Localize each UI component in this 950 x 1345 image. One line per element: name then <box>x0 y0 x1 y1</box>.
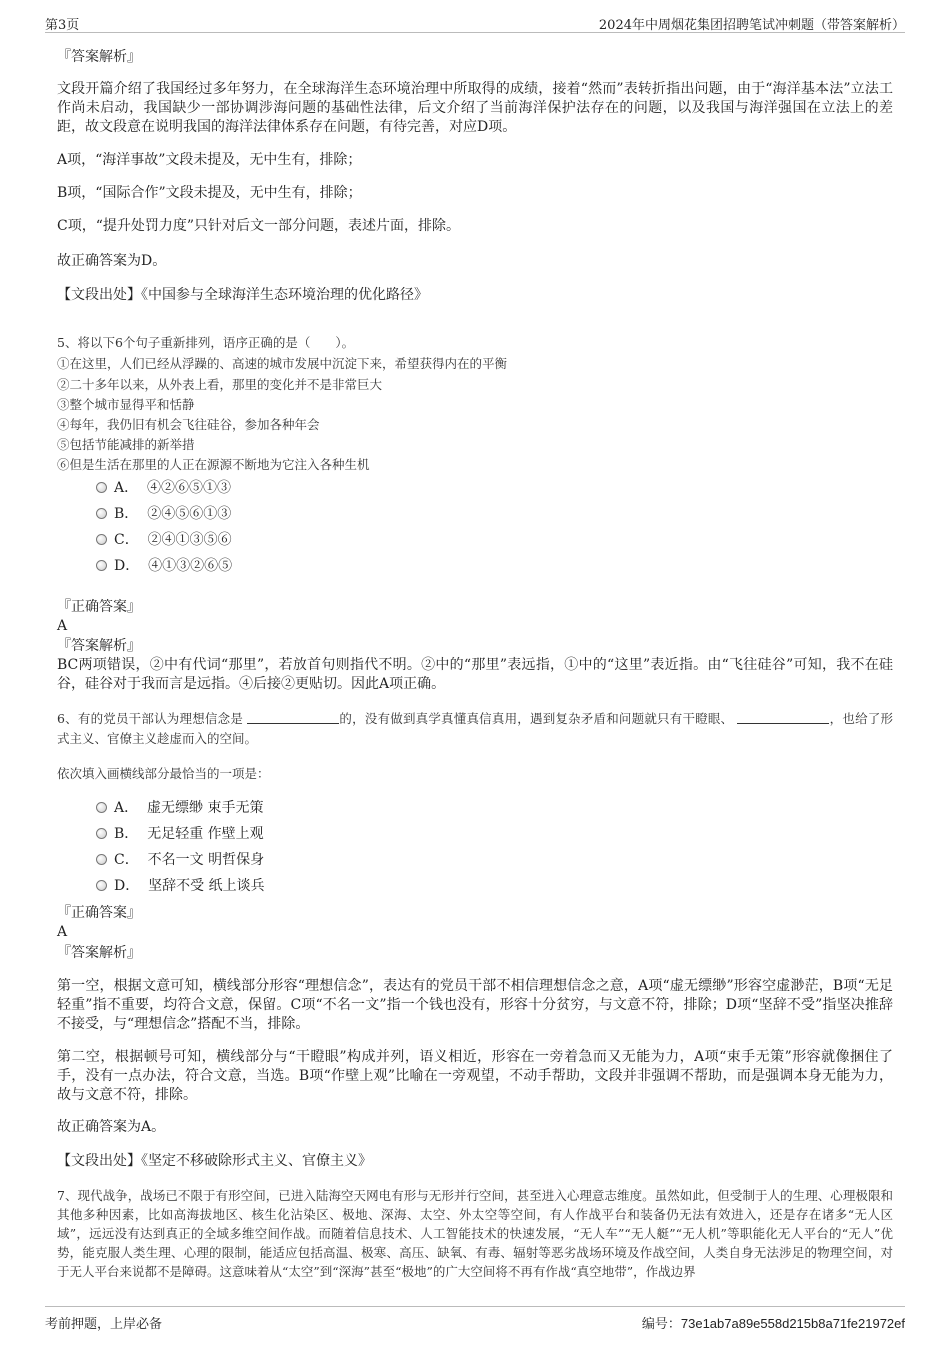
radio-icon[interactable] <box>96 880 107 891</box>
radio-icon[interactable] <box>96 802 107 813</box>
q4-analysis-p1: 文段开篇介绍了我国经过多年努力，在全球海洋生态环境治理中所取得的成绩，接着“然而”表转折指出问题，由于“海洋基本法”立法工作尚未启动，我国缺少一部协调涉海问题的基础性法律，后文介绍了当前海洋保护法存在的问题，以及我国与海洋强国在立法上的差距，故文段意在说明我国的海洋法律体系存在问题，有待完善，对应D项。 <box>57 81 893 135</box>
document-title: 2024年中周烟花集团招聘笔试冲刺题（带答案解析） <box>598 18 905 33</box>
page-header <box>45 12 905 33</box>
q6-answer: A <box>57 924 68 940</box>
q6-option-d[interactable]: D． 坚辞不受 纸上谈兵 <box>96 876 265 896</box>
q4-analysis-title: 『答案解析』 <box>57 49 141 65</box>
q5-item: ④每年，我仍旧有机会飞往硅谷，参加各种年会 <box>57 417 320 432</box>
q6-option-b[interactable]: B． 无足轻重 作壁上观 <box>96 824 264 844</box>
q5-option-c[interactable]: C． ②④①③⑤⑥ <box>96 530 232 550</box>
q6-analysis-p2: 第二空，根据顿号可知，横线部分与“干瞪眼”构成并列，语义相近，形容在一旁着急而又无能为力，A项“束手无策”形容就像捆住了手，没有一点办法，符合文意，当选。B项“作壁上观”比喻在一旁观望，不动手帮助，文段并非强调不帮助，而是强调本身无能为力，故与文意不符，排除。 <box>57 1049 893 1103</box>
q6-answer-title: 『正确答案』 <box>57 905 141 921</box>
q5-option-a[interactable]: A． ④②⑥⑤①③ <box>96 478 231 498</box>
q6-prompt: 依次填入画横线部分最恰当的一项是： <box>57 766 270 781</box>
page-footer <box>45 1306 905 1332</box>
q5-analysis-title: 『答案解析』 <box>57 638 141 654</box>
q4-conclusion: 故正确答案为D。 <box>57 253 167 269</box>
fill-blank <box>737 711 829 724</box>
q6-option-c[interactable]: C． 不名一文 明哲保身 <box>96 850 264 870</box>
q5-stem: 5、将以下6个句子重新排列，语序正确的是（ ）。 <box>57 335 355 350</box>
radio-icon[interactable] <box>96 560 107 571</box>
q4-analysis-p3: B项，“国际合作”文段未提及，无中生有，排除； <box>57 185 362 201</box>
q5-option-d[interactable]: D． ④①③②⑥⑤ <box>96 556 232 576</box>
q5-analysis: BC两项错误，②中有代词“那里”，若放首句则指代不明。②中的“那里”表远指，①中的“这里”表近指。由“飞往硅谷”可知，我不在硅谷，硅谷对于我而言是远指。④后接②更贴切。因此A项正确。 <box>57 657 893 692</box>
q7-stem: 7、现代战争，战场已不限于有形空间，已进入陆海空天网电有形与无形并行空间，甚至进入心理意志维度。虽然如此，但受制于人的生理、心理极限和其他多种因素，比如高海拔地区、核生化沾染区、极地、深海、太空、外太空等空间，有人作战平台和装备仍无法有效进入，还是存在诸多“无人区域”，远远没有达到真正的全域多维空间作战。而随着信息技术、人工智能技术的快速发展，“无人车”“无人艇”“无人机”等职能化无人平台的“无人”优势，能克服人类生理、心理的限制，能适应包括高温、极寒、高压、缺氧、有毒、辐射等恶劣战场环境及作战空间，人类自身无法涉足的物理空间，对于无人平台来说都不是障碍。这意味着从“太空”到“深海”甚至“极地”的广大空间将不再有作战“真空地带”，作战边界 <box>57 1188 893 1279</box>
q4-analysis-p2: A项，“海洋事故”文段未提及，无中生有，排除； <box>57 152 362 168</box>
q6-option-a[interactable]: A． 虚无缥缈 束手无策 <box>96 798 263 818</box>
page-number: 第3页 <box>45 18 80 33</box>
q4-source: 【文段出处】《中国参与全球海洋生态环境治理的优化路径》 <box>57 287 428 303</box>
document-id: 编号：73e1ab7a89e558d215b8a71fe21972ef <box>641 1316 905 1332</box>
q5-item: ①在这里，人们已经从浮躁的、高速的城市发展中沉淀下来，希望获得内在的平衡 <box>57 356 508 371</box>
q6-conclusion: 故正确答案为A。 <box>57 1119 166 1135</box>
q5-item: ⑤包括节能减排的新举措 <box>57 437 195 452</box>
q4-analysis-p4: C项，“提升处罚力度”只针对后文一部分问题，表述片面，排除。 <box>57 218 461 234</box>
radio-icon[interactable] <box>96 508 107 519</box>
q6-source: 【文段出处】《坚定不移破除形式主义、官僚主义》 <box>57 1153 372 1169</box>
q5-option-b[interactable]: B． ②④⑤⑥①③ <box>96 504 231 524</box>
radio-icon[interactable] <box>96 828 107 839</box>
radio-icon[interactable] <box>96 482 107 493</box>
q6-analysis-title: 『答案解析』 <box>57 945 141 961</box>
q5-item: ⑥但是生活在那里的人正在源源不断地为它注入各种生机 <box>57 457 370 472</box>
footer-slogan: 考前押题，上岸必备 <box>45 1317 163 1332</box>
q6-analysis-p1: 第一空，根据文意可知，横线部分形容“理想信念”，表达有的党员干部不相信理想信念之意，A项“虚无缥缈”形容空虚渺茫，B项“无足轻重”指不重要，均符合文意，保留。C项“不名一文”指一个钱也没有，形容十分贫穷，与文意不符，排除；D项“坚辞不受”指坚决推辞不接受，与“理想信念”搭配不当，排除。 <box>57 978 893 1032</box>
q5-item: ②二十多年以来，从外表上看，那里的变化并不是非常巨大 <box>57 377 383 392</box>
radio-icon[interactable] <box>96 854 107 865</box>
q5-answer-title: 『正确答案』 <box>57 599 141 615</box>
q5-item: ③整个城市显得平和恬静 <box>57 397 195 412</box>
q6-stem: 6、有的党员干部认为理想信念是 的，没有做到真学真懂真信真用，遇到复杂矛盾和问题就只有干瞪眼、 ，也给了形式主义、官僚主义趁虚而入的空间。 <box>57 711 893 746</box>
q5-answer: A <box>57 618 68 634</box>
radio-icon[interactable] <box>96 534 107 545</box>
fill-blank <box>247 711 339 724</box>
